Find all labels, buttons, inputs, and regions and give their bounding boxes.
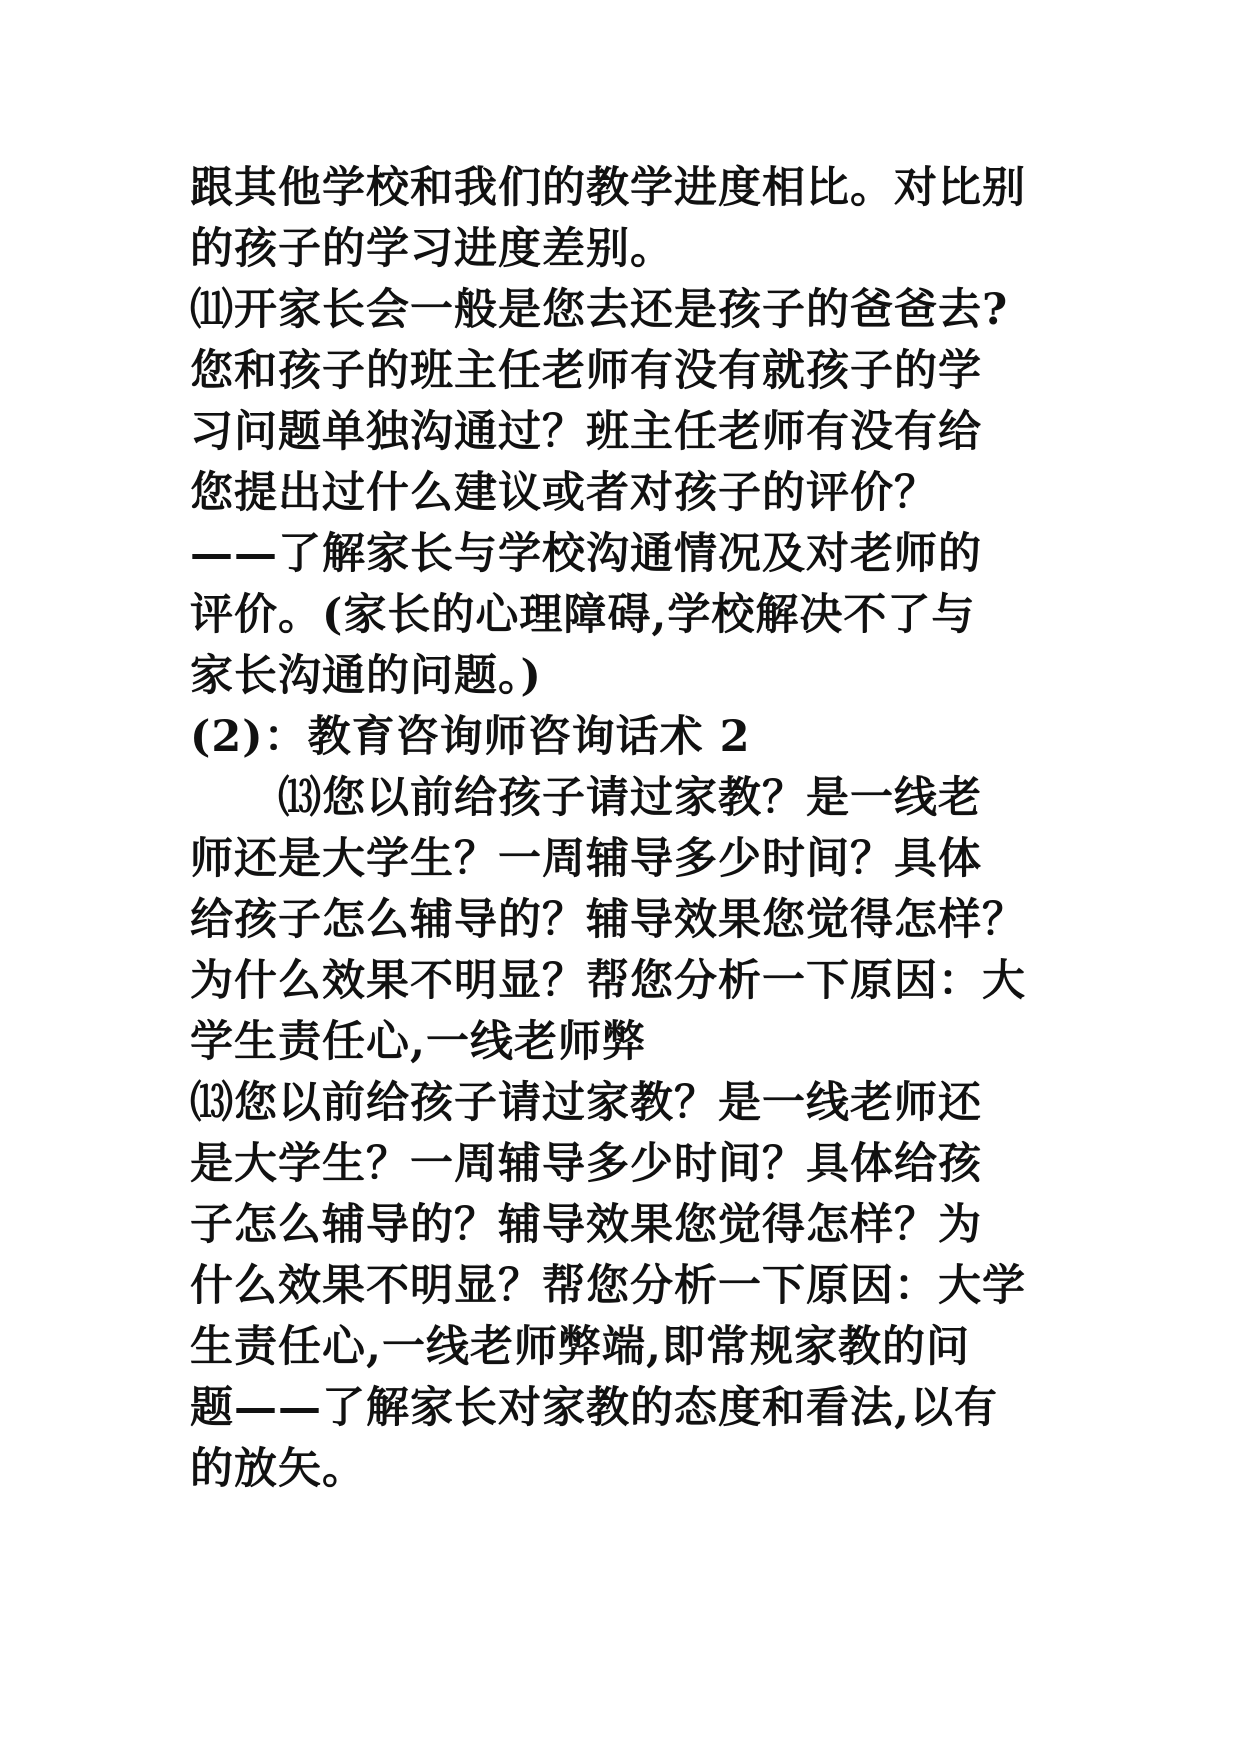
text-line: 生责任心,一线老师弊端,即常规家教的问 bbox=[190, 1322, 970, 1372]
text-line: 题——了解家长对家教的态度和看法,以有 bbox=[190, 1383, 998, 1433]
text-line: 的孩子的学习进度差别。 bbox=[190, 224, 674, 274]
text-line: 跟其他学校和我们的教学进度相比。对比别 bbox=[190, 163, 1026, 213]
text-line: 为什么效果不明显？帮您分析一下原因：大 bbox=[190, 956, 1026, 1006]
text-line: ⒀您以前给孩子请过家教？是一线老 bbox=[190, 773, 982, 823]
text-line: ⒀您以前给孩子请过家教？是一线老师还 bbox=[190, 1078, 982, 1128]
text-line: 学生责任心,一线老师弊 bbox=[190, 1017, 646, 1067]
text-line: 子怎么辅导的？辅导效果您觉得怎样？为 bbox=[190, 1200, 982, 1250]
text-line: 给孩子怎么辅导的？辅导效果您觉得怎样？ bbox=[190, 895, 1026, 945]
text-line: 家长沟通的问题。) bbox=[190, 651, 542, 701]
text-line: 是大学生？一周辅导多少时间？具体给孩 bbox=[190, 1139, 982, 1189]
text-line: 什么效果不明显？帮您分析一下原因：大学 bbox=[190, 1261, 1026, 1311]
text-line: 师还是大学生？一周辅导多少时间？具体 bbox=[190, 834, 982, 884]
text-line: 评价。(家长的心理障碍,学校解决不了与 bbox=[190, 590, 976, 640]
text-line: 习问题单独沟通过？班主任老师有没有给 bbox=[190, 407, 982, 457]
text-line: 您提出过什么建议或者对孩子的评价？ bbox=[190, 468, 938, 518]
section-heading: (2)：教育咨询师咨询话术 2 bbox=[190, 712, 751, 762]
text-line: 您和孩子的班主任老师有没有就孩子的学 bbox=[190, 346, 982, 396]
text-line: ——了解家长与学校沟通情况及对老师的 bbox=[190, 529, 982, 579]
text-line: 的放矢。 bbox=[190, 1444, 366, 1494]
text-line: ⑾开家长会一般是您去还是孩子的爸爸去? bbox=[190, 285, 1009, 335]
document-body bbox=[190, 158, 1060, 1500]
